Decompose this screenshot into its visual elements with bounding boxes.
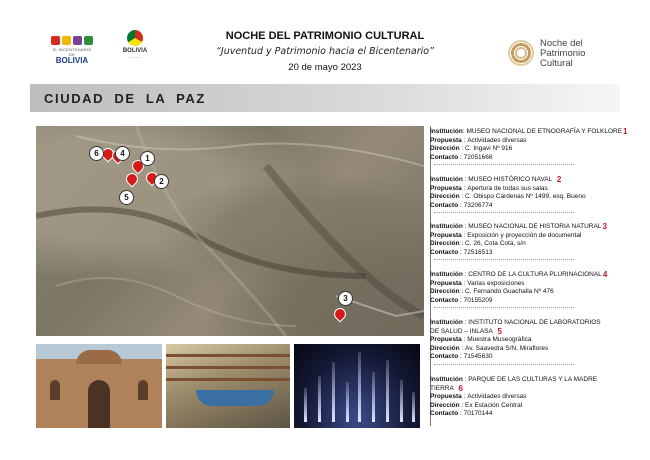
ring-logo-icon <box>508 40 534 66</box>
entry-name: MUSEO NACIONAL DE ETNOGRAFÍA Y FOLKLORE <box>466 128 623 135</box>
pin-label-2: 2 <box>154 174 169 189</box>
entry-number: 2 <box>556 175 562 184</box>
entry-name: CENTRO DE LA CULTURA PLURINACIONAL <box>468 271 602 278</box>
photo-colonial-building <box>36 344 162 428</box>
page-title: NOCHE DEL PATRIMONIO CULTURAL <box>225 30 425 42</box>
event-date: 20 de mayo 2023 <box>288 62 362 73</box>
pin-label-6: 6 <box>89 146 104 161</box>
logo-bolivia-text: BOLIVIA <box>55 56 89 65</box>
entry-name: MUSEO HISTÓRICO NAVAL <box>468 176 553 183</box>
noche-patrimonio-logo <box>508 38 638 72</box>
city-band <box>30 84 620 112</box>
entry-6: Institución : PARQUE DE LAS CULTURAS Y LA MADRE TIERRA 6 Propuesta : Actividades diversas Dirección : Ex Estación Central Contacto : 70170144 <box>430 376 598 418</box>
entry-name-line-2: TIERRA <box>430 384 454 392</box>
pin-label-5: 5 <box>119 190 134 205</box>
entry-3: Institución : MUSEO NACIONAL DE HISTORIA NATURAL 3 Propuesta : Exposición y proyección de documental Dirección : C. 26, Cota Cota, s/n Contacto : 72516513 <box>430 223 624 260</box>
entry-5: Institución : INSTITUTO NACIONAL DE LABORATORIOS DE SALUD – INLASA 5 Propuesta : Muestra Museográfica Dirección : Av. Saavedra S/N, Miraflores Contacto : 71545630 <box>430 319 624 365</box>
photo-naval-museum <box>166 344 290 428</box>
entry-name: PARQUE DE LAS CULTURAS Y LA MADRE <box>468 376 598 383</box>
pin-label-4: 4 <box>115 146 130 161</box>
entry-number: 6 <box>458 383 463 393</box>
logo-line-1: Noche del <box>540 38 583 49</box>
entry-name-line-2: DE SALUD – INLASA <box>430 327 493 335</box>
logo-small-text: EL BICENTENARIO DE <box>52 47 92 57</box>
page-header <box>0 0 650 80</box>
satellite-map[interactable] <box>36 126 424 336</box>
entry-2: Institución : MUSEO HISTÓRICO NAVAL 2 Propuesta : Apertura de todas sus salas Dirección : C. Obispo Cárdenas Nº 1499, esq. Bueno Contacto : 73206774 <box>430 176 624 213</box>
pin-label-3: 3 <box>338 291 353 306</box>
photo-fountains-night <box>294 344 420 428</box>
pin-label-1: 1 <box>140 151 155 166</box>
entry-number: 4 <box>602 270 608 279</box>
entry-name: INSTITUTO NACIONAL DE LABORATORIOS <box>468 319 601 326</box>
entry-number: 1 <box>623 127 628 136</box>
seal-bolivia-text: BOLIVIA <box>122 48 148 54</box>
entry-4: Institución : CENTRO DE LA CULTURA PLURINACIONAL 4 Propuesta : Varias exposiciones Dirección : C. Fernando Guachalla Nº 476 Contacto : 70155209 <box>430 271 624 308</box>
entry-1: Institución : MUSEO NACIONAL DE ETNOGRAFÍA Y FOLKLORE 1 Propuesta : Actividades diversas Dirección : C. Ingavi Nº 916 Contacto : 72051666 <box>430 128 624 165</box>
logo-line-2: Patrimonio <box>540 48 586 59</box>
ministry-seal-logo: BOLIVIA ———— <box>113 30 157 70</box>
entry-number: 5 <box>497 326 502 336</box>
page-subtitle: “Juventud y Patrimonio hacia el Bicentenario” <box>215 46 435 57</box>
logo-line-3: Cultural <box>540 58 573 69</box>
entry-name: MUSEO NACIONAL DE HISTORIA NATURAL <box>468 223 602 230</box>
entry-number: 3 <box>602 222 607 231</box>
city-title: CIUDAD DE LA PAZ <box>44 91 206 106</box>
